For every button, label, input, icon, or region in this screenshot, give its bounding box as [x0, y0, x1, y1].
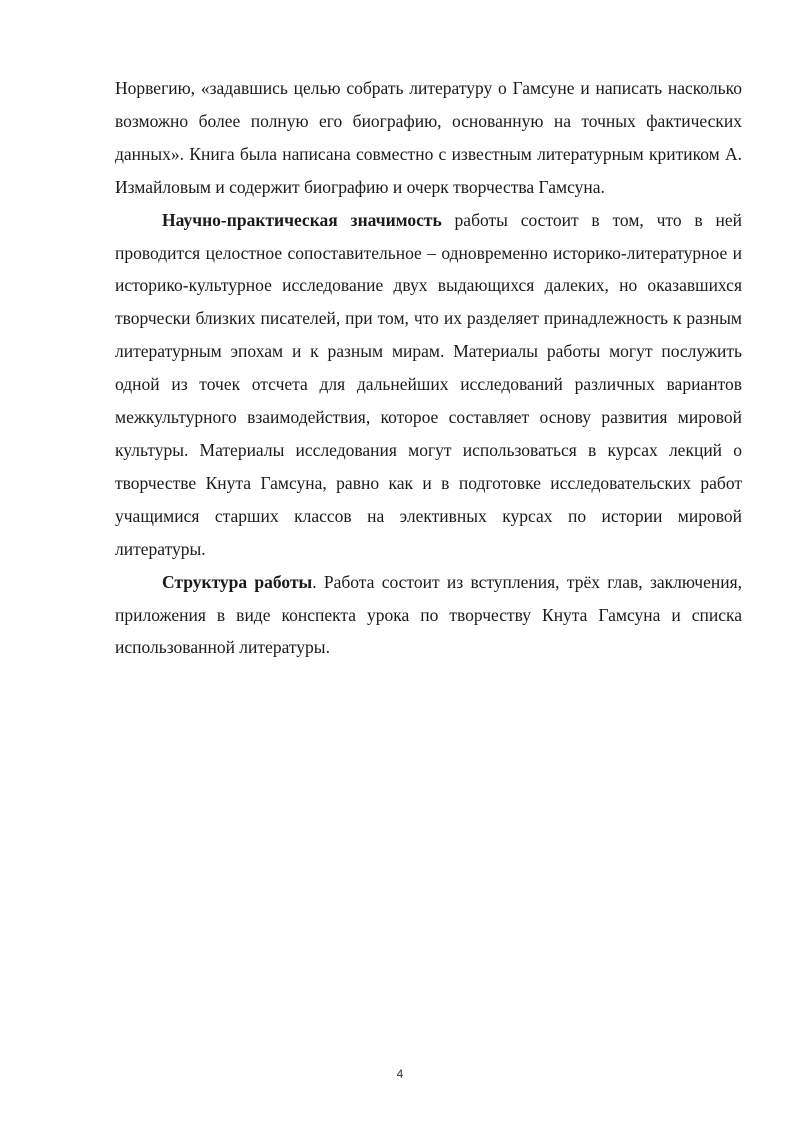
paragraph-significance [115, 204, 742, 566]
paragraph-structure [115, 566, 742, 665]
paragraph-text: Норвегию, «задавшись целью собрать литературу о Гамсуне и написать насколько возможно более полную его биографию, основанную на точных фактических данных». Книга была написана совместно с известным литературным критиком А. Измайловым и содержит биографию и очерк творчества Гамсуна. [115, 78, 742, 197]
paragraph-text: работы состоит в том, что в ней проводится целостное сопоставительное – одновременно историко-литературное и историко-культурное исследование двух выдающихся далеких, но оказавшихся творчески близких писателей, при том, что их разделяет принадлежность к разным литературным эпохам и к разным мирам. Материалы работы могут послужить одной из точек отсчета для дальнейших исследований различных вариантов межкультурного взаимодействия, которое составляет основу развития мировой культуры. Материалы исследования могут использоваться в курсах лекций о творчестве Кнута Гамсуна, равно как и в подготовке исследовательских работ учащимися старших классов на элективных курсах по истории мировой литературы. [115, 209, 742, 559]
paragraph-text: . Работа состоит из вступления, трёх глав, заключения, приложения в виде конспекта урока по творчеству Кнута Гамсуна и списка использованной литературы. [115, 571, 742, 658]
paragraph-heading: Научно-практическая значимость [162, 209, 442, 230]
body-text [115, 72, 742, 664]
paragraph-continuation [115, 72, 742, 204]
paragraph-heading: Структура работы [162, 571, 313, 592]
page-number: 4 [396, 1067, 404, 1081]
